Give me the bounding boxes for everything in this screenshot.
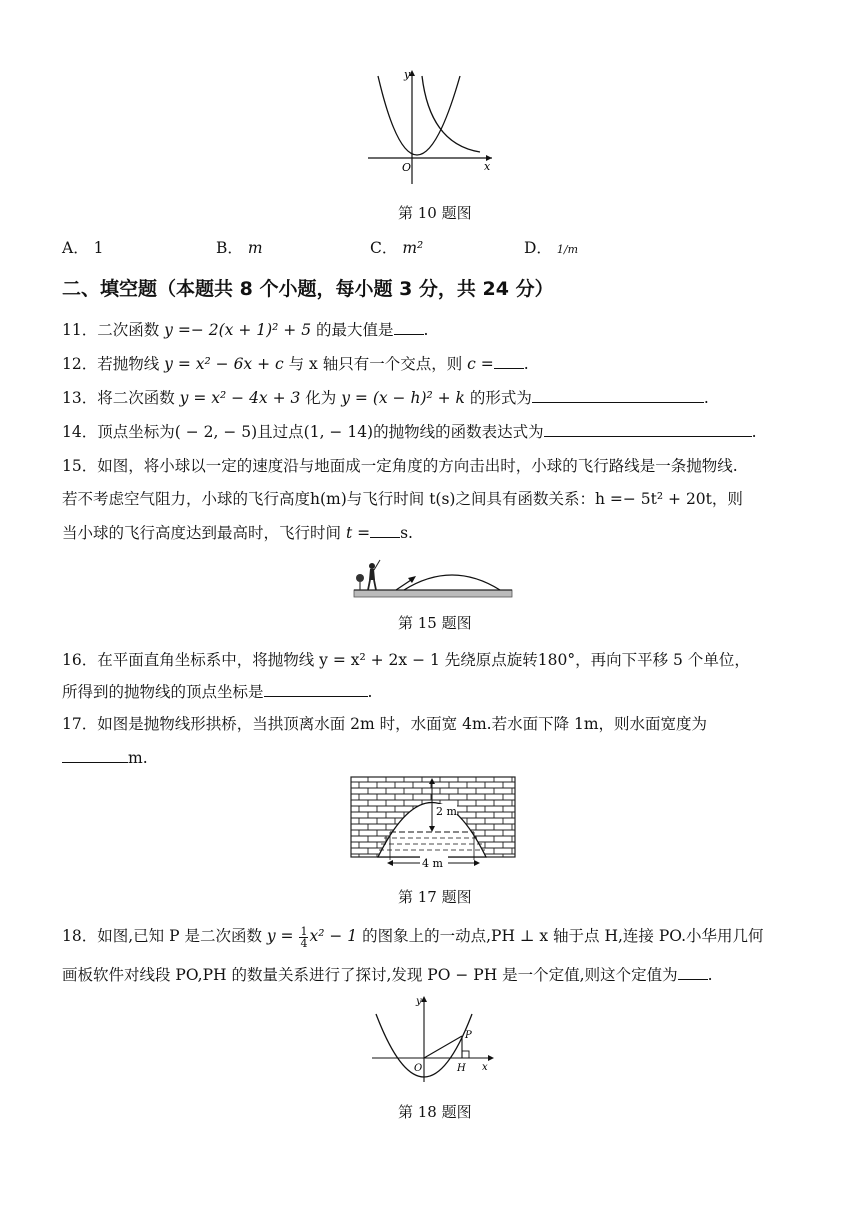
question-16-line-1: 16．在平面直角坐标系中，将抛物线 y = x² + 2x − 1 先绕原点旋转180°，再向下平移 5 个单位，: [62, 651, 750, 669]
golfer-icon: [368, 560, 380, 590]
figure-17-caption: 第 17 题图: [398, 888, 472, 906]
origin-label: O: [402, 161, 412, 174]
answer-blank-18[interactable]: [678, 964, 708, 980]
question-17-line-1: 17．如图是抛物线形拱桥，当拱顶离水面 2m 时，水面宽 4m.若水面下降 1m，则水面宽度为: [62, 715, 708, 733]
question-15-line-2: 若不考虑空气阻力，小球的飞行高度h(m)与飞行时间 t(s)之间具有函数关系：h =− 5t² + 20t，则: [62, 490, 743, 508]
answer-blank-16[interactable]: [264, 681, 368, 697]
figure-15-caption: 第 15 题图: [398, 614, 472, 632]
tree-icon: [356, 574, 364, 582]
point-h-label: H: [457, 1063, 466, 1074]
question-15-line-1: 15．如图，将小球以一定的速度沿与地面成一定角度的方向击出时，小球的飞行路线是一条抛物线.: [62, 457, 738, 475]
answer-blank-12[interactable]: [494, 353, 524, 369]
answer-blank-17[interactable]: [62, 747, 128, 763]
answer-blank-15[interactable]: [370, 522, 400, 538]
figure-17-bridge: [350, 776, 516, 860]
figure-10-graph: [360, 64, 500, 188]
question-17-line-2: m.: [62, 747, 148, 769]
flight-path-curve: [404, 575, 500, 590]
fraction-one-quarter: $\frac{1}{4}$: [300, 924, 308, 950]
figure-15-golf: [352, 556, 514, 602]
figure-10-caption: 第 10 题图: [398, 204, 472, 222]
y-axis-label: y: [416, 996, 422, 1007]
figure-18-caption: 第 18 题图: [398, 1103, 472, 1121]
hyperbola-curve: [422, 76, 480, 152]
height-label: 2 m: [436, 805, 457, 818]
answer-blank-11[interactable]: [394, 319, 424, 335]
question-14: 14．顶点坐标为( − 2, − 5)且过点(1, − 14)的抛物线的函数表达式为 .: [62, 423, 757, 441]
figure-17-width-dimension: [386, 855, 482, 871]
point-p-label: P: [465, 1030, 472, 1041]
section-2-title: 二、填空题（本题共 8 个小题，每小题 3 分，共 24 分）: [62, 278, 554, 300]
origin-label: O: [414, 1063, 423, 1074]
x-axis-label: x: [484, 160, 491, 173]
answer-blank-14[interactable]: [544, 421, 752, 437]
option-d[interactable]: D． 1/m: [524, 239, 579, 257]
option-b[interactable]: B． m: [216, 239, 263, 257]
question-18-line-2: 画板软件对线段 PO,PH 的数量关系进行了探讨,发现 PO − PH 是一个定值,则这个定值为 .: [62, 966, 713, 984]
answer-blank-13[interactable]: [532, 387, 704, 403]
ground: [354, 590, 512, 597]
question-12: 12．若抛物线 y = x² − 6x + c 与 x 轴只有一个交点，则 c = .: [62, 355, 529, 373]
figure-18-graph: [368, 992, 498, 1084]
question-15-line-3: 当小球的飞行高度达到最高时，飞行时间 t = s.: [62, 524, 413, 542]
x-axis-label: x: [482, 1062, 488, 1073]
question-18-line-1: 18．如图,已知 P 是二次函数 y = $\frac{1}{4}$ x² − 1 的图象上的一动点,PH ⊥ x 轴于点 H,连接 PO.小华用几何: [62, 924, 764, 950]
option-c[interactable]: C． m²: [370, 239, 424, 257]
question-11: 11．二次函数 y =− 2(x + 1)² + 5 的最大值是 .: [62, 321, 429, 339]
parabola-curve: [378, 76, 460, 155]
y-axis-label: y: [404, 68, 411, 81]
question-16-line-2: 所得到的抛物线的顶点坐标是 .: [62, 683, 373, 701]
width-label: 4 m: [422, 857, 443, 870]
question-13: 13．将二次函数 y = x² − 4x + 3 化为 y = (x − h)² + k 的形式为 .: [62, 389, 709, 407]
segment-po: [424, 1036, 462, 1058]
option-a[interactable]: A． 1: [62, 239, 104, 257]
